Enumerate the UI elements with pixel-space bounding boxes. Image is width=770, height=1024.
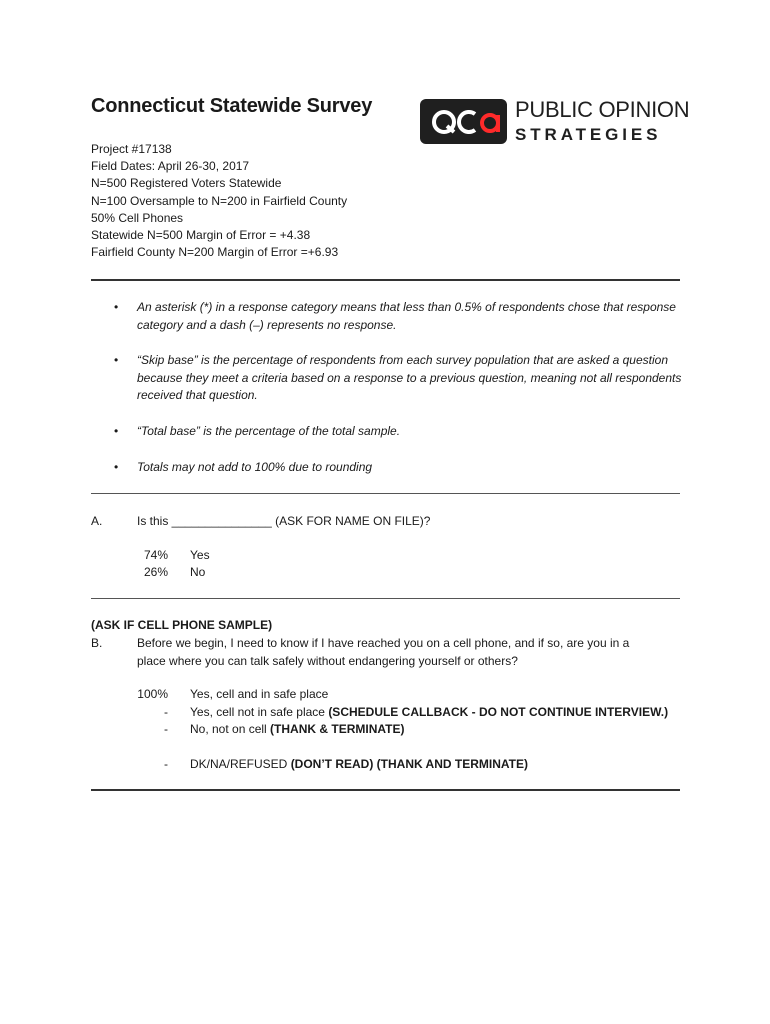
oversample: N=100 Oversample to N=200 in Fairfield County xyxy=(91,193,348,208)
divider xyxy=(91,598,680,599)
page-title: Connecticut Statewide Survey xyxy=(91,95,373,117)
response-label: No xyxy=(190,565,206,579)
fairfield-margin: Fairfield County N=200 Margin of Error =+6.93 xyxy=(91,245,339,260)
logo-mark-icon xyxy=(420,99,507,144)
logo-text-line1: PUBLIC OPINION xyxy=(515,97,690,122)
note-total-base: “Total base” is the percentage of the total sample. xyxy=(137,424,401,438)
logo-text-line2: STRATEGIES xyxy=(515,125,662,144)
note-skip-base: “Skip base” is the percentage of respondents from each survey population that are asked a question because they meet a criteria based on a response to a previous question, meaning not all respondents received that question. xyxy=(137,353,682,402)
response-label-text: Yes, cell not in safe place xyxy=(190,705,329,719)
response-percent: - xyxy=(164,722,168,736)
response-label-text: DK/NA/REFUSED xyxy=(190,757,291,771)
note-rounding: Totals may not add to 100% due to rounding xyxy=(137,460,373,474)
logo-mark xyxy=(420,99,507,144)
question-letter: A. xyxy=(91,514,103,528)
question-b-text-line: place where you can talk safely without endangering yourself or others? xyxy=(137,653,518,668)
bullet-glyph: • xyxy=(114,353,119,367)
response-label xyxy=(190,705,668,719)
interviewer-instruction: (SCHEDULE CALLBACK - DO NOT CONTINUE INTERVIEW.) xyxy=(328,705,669,719)
question-a-text: Is this _______________ (ASK FOR NAME ON FILE)? xyxy=(137,514,431,528)
question-b-text-line: Before we begin, I need to know if I have reached you on a cell phone, and if so, are you in a xyxy=(137,636,630,650)
question-letter: B. xyxy=(91,636,103,650)
response-label-text: Yes, cell and in safe place xyxy=(190,687,329,701)
sample-size: N=500 Registered Voters Statewide xyxy=(91,176,282,191)
question-b-text xyxy=(137,635,682,670)
survey-metadata xyxy=(91,141,347,261)
interviewer-instruction: (DON’T READ) (THANK AND TERMINATE) xyxy=(290,757,528,771)
response-percent: 26% xyxy=(143,565,168,579)
response-percent: 74% xyxy=(143,548,168,562)
response-label: Yes xyxy=(190,548,210,562)
response-percent: - xyxy=(164,757,168,771)
bullet-glyph: • xyxy=(114,424,119,438)
response-label xyxy=(190,757,528,771)
question-b-instruction: (ASK IF CELL PHONE SAMPLE) xyxy=(91,618,273,632)
bullet-glyph: • xyxy=(114,300,119,314)
field-dates: Field Dates: April 26-30, 2017 xyxy=(91,159,250,174)
statewide-margin: Statewide N=500 Margin of Error = +4.38 xyxy=(91,228,311,243)
response-label-text: No, not on cell xyxy=(190,722,271,736)
divider xyxy=(91,493,680,494)
divider xyxy=(91,789,680,791)
bullet-glyph: • xyxy=(114,460,119,474)
cell-phones: 50% Cell Phones xyxy=(91,210,184,225)
project-number: Project #17138 xyxy=(91,142,172,156)
divider xyxy=(91,279,680,281)
response-percent: - xyxy=(164,705,168,719)
interviewer-instruction: (THANK & TERMINATE) xyxy=(270,722,405,736)
response-label xyxy=(190,722,404,736)
note-asterisk: An asterisk (*) in a response category means that less than 0.5% of respondents chose that response category and a dash (–) represents no response. xyxy=(137,300,676,332)
response-label xyxy=(190,687,328,701)
response-percent: 100% xyxy=(137,687,168,701)
